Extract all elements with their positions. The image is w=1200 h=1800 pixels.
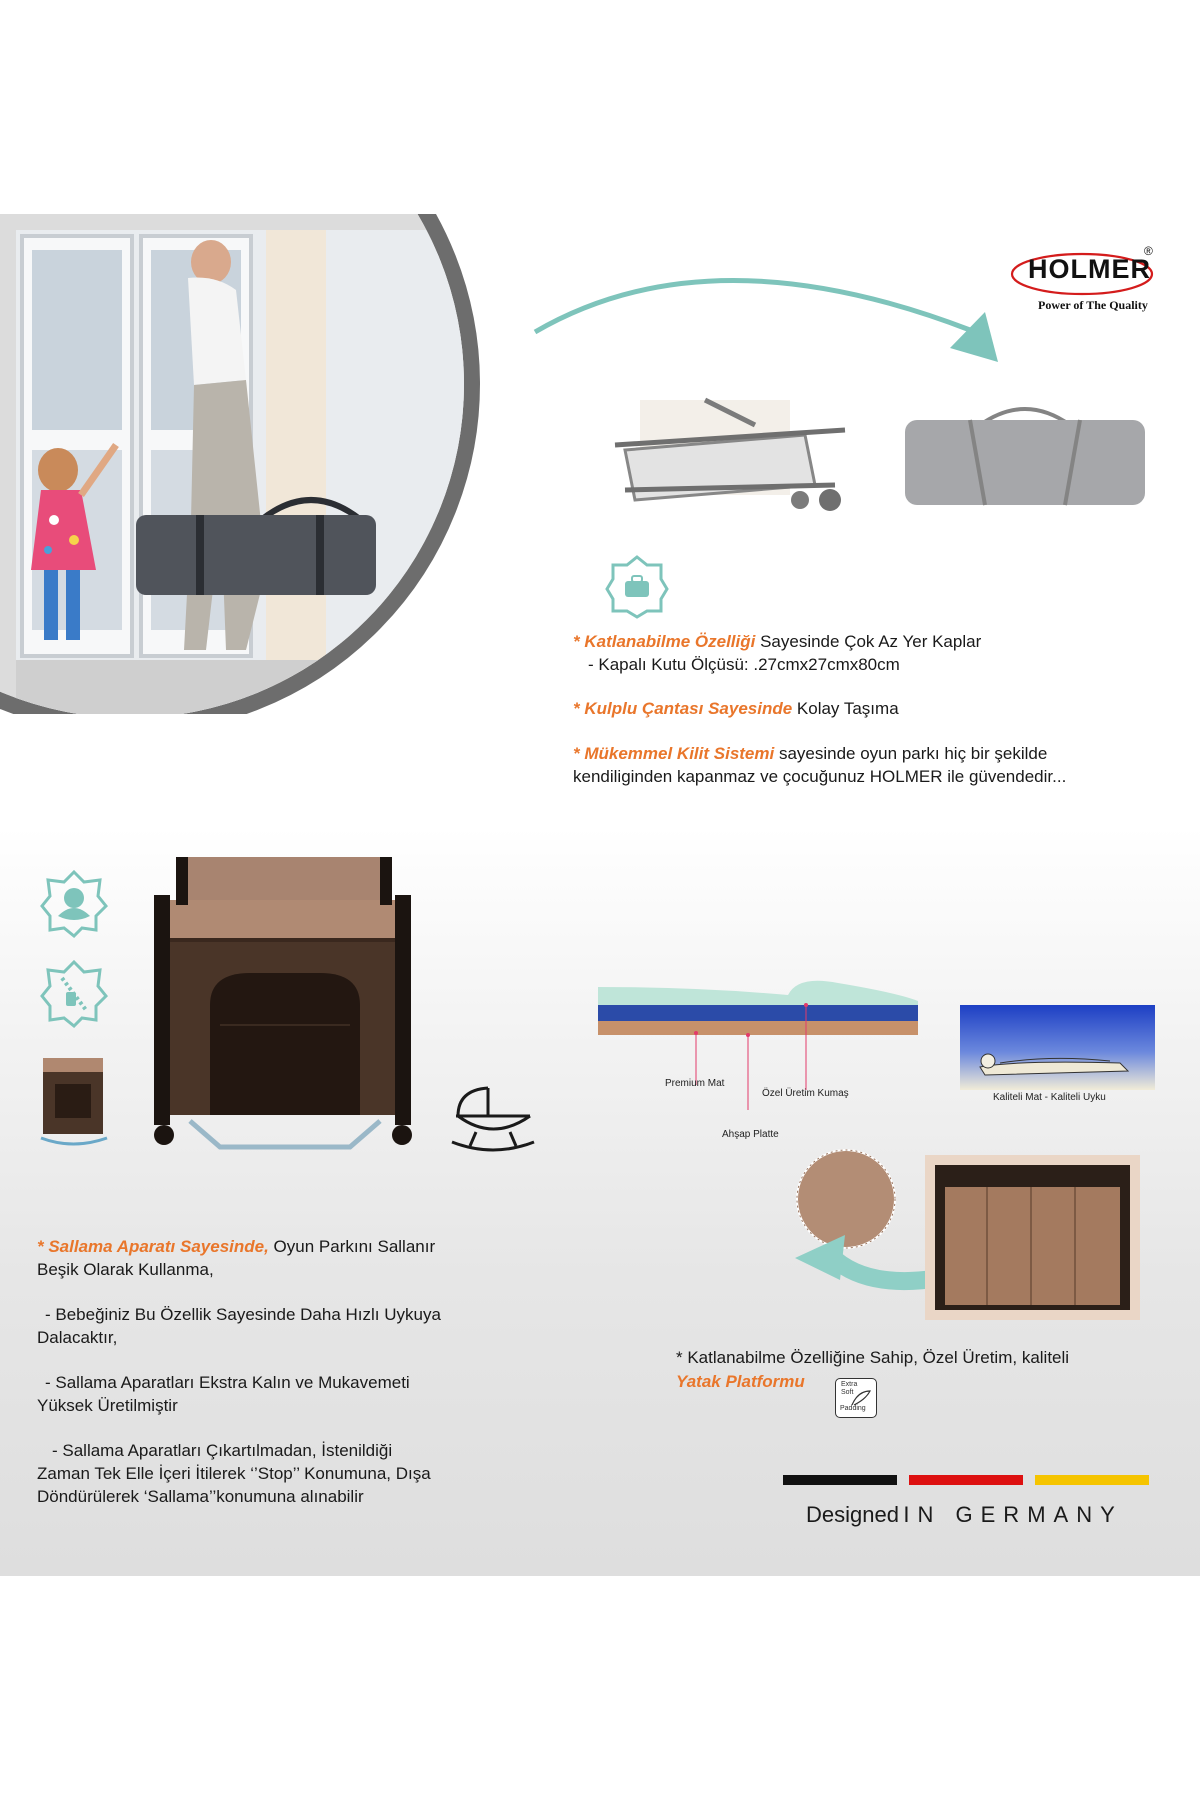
swatch-arrow xyxy=(795,1230,945,1310)
feature-lock-highlight: * Mükemmel Kilit Sistemi xyxy=(573,744,775,763)
rocking-line2: Beşik Olarak Kullanma, xyxy=(37,1260,214,1279)
extra-soft-padding-badge xyxy=(835,1378,877,1418)
rocking-p2-line2: Dalacaktır, xyxy=(37,1328,118,1347)
registered-mark: ® xyxy=(1144,244,1153,258)
designed-label: Designed xyxy=(806,1502,899,1527)
feature-bag-highlight: * Kulplu Çantası Sayesinde xyxy=(573,699,793,718)
badge-padding: Padding xyxy=(840,1405,866,1412)
suitcase-icon xyxy=(605,555,669,619)
rocking-p3-line2: Yüksek Üretilmiştir xyxy=(37,1396,178,1415)
folded-playpen-image xyxy=(595,390,865,515)
feature-lock-text: sayesinde oyun parkı hiç bir şekilde xyxy=(774,744,1048,763)
brand-name: HOLMER xyxy=(1028,254,1151,284)
hero-illustration xyxy=(0,214,480,714)
playpen-image xyxy=(150,855,420,1165)
mattress-layers-image xyxy=(598,975,928,1135)
country-label: IN GERMANY xyxy=(903,1502,1123,1527)
rocking-p2-line1: - Bebeğiniz Bu Özellik Sayesinde Daha Hızlı Uykuya xyxy=(45,1305,441,1324)
baby-icon xyxy=(40,870,108,938)
mattress-caption-highlight: Yatak Platformu xyxy=(676,1372,805,1391)
label-wood: Ahşap Platte xyxy=(722,1129,779,1140)
rocking-heading xyxy=(37,1235,517,1258)
mattress-caption: * Katlanabilme Özelliğine Sahip, Özel Üretim, kaliteli xyxy=(676,1348,1070,1367)
feature-lock-line2: kendiliginden kapanmaz ve çocuğunuz HOLMER ile güvendedir... xyxy=(573,767,1067,786)
flag-stripe-gold xyxy=(1035,1475,1149,1485)
badge-soft: Soft xyxy=(841,1389,854,1396)
fold-arrow xyxy=(530,250,1040,370)
rocking-p4-line2: Zaman Tek Elle İçeri İtilerek ‘’Stop’’ Konumuna, Dışa xyxy=(37,1464,431,1483)
badge-extra: Extra xyxy=(841,1381,858,1388)
feature-lock xyxy=(573,742,1173,765)
carry-bag-image xyxy=(900,395,1150,510)
feature-fold-text: Sayesinde Çok Az Yer Kaplar xyxy=(755,632,982,651)
brand-tagline: Power of The Quality xyxy=(1038,298,1148,312)
flag-stripe-black xyxy=(783,1475,897,1485)
rocking-p4-line3: Döndürülerek ‘Sallama’’konumuna alınabilir xyxy=(37,1487,364,1506)
rocking-text: Oyun Parkını Sallanır xyxy=(268,1237,436,1256)
cradle-icon xyxy=(448,1080,538,1160)
feature-fold-size: - Kapalı Kutu Ölçüsü: .27cmx27cmx80cm xyxy=(588,655,900,674)
label-fabric: Özel Üretim Kumaş xyxy=(762,1088,849,1099)
feature-bag xyxy=(573,697,1173,720)
label-premium-mat: Premium Mat xyxy=(665,1078,725,1089)
rocking-highlight: * Sallama Aparatı Sayesinde, xyxy=(37,1237,269,1256)
label-quality-sleep: Kaliteli Mat - Kaliteli Uyku xyxy=(993,1092,1106,1103)
rocking-p3-line1: - Sallama Aparatları Ekstra Kalın ve Mukavemeti xyxy=(45,1373,410,1392)
zipper-icon xyxy=(40,960,108,1028)
feather-icon xyxy=(850,1389,872,1407)
feature-fold-highlight: Katlanabilme Özelliği xyxy=(584,632,756,651)
mattress-platform-image xyxy=(925,1155,1140,1320)
designed-in-germany xyxy=(806,1502,1123,1528)
flag-stripe-red xyxy=(909,1475,1023,1485)
feature-fold xyxy=(573,630,1173,653)
rocking-p4-line1: - Sallama Aparatları Çıkartılmadan, İstenildiği xyxy=(52,1441,393,1460)
quality-sleep-image xyxy=(960,1005,1155,1090)
feature-bag-text: Kolay Taşıma xyxy=(792,699,899,718)
hero-photo xyxy=(0,214,490,714)
rocking-playpen-icon xyxy=(35,1050,115,1150)
feature-fold-star: * xyxy=(573,632,580,651)
